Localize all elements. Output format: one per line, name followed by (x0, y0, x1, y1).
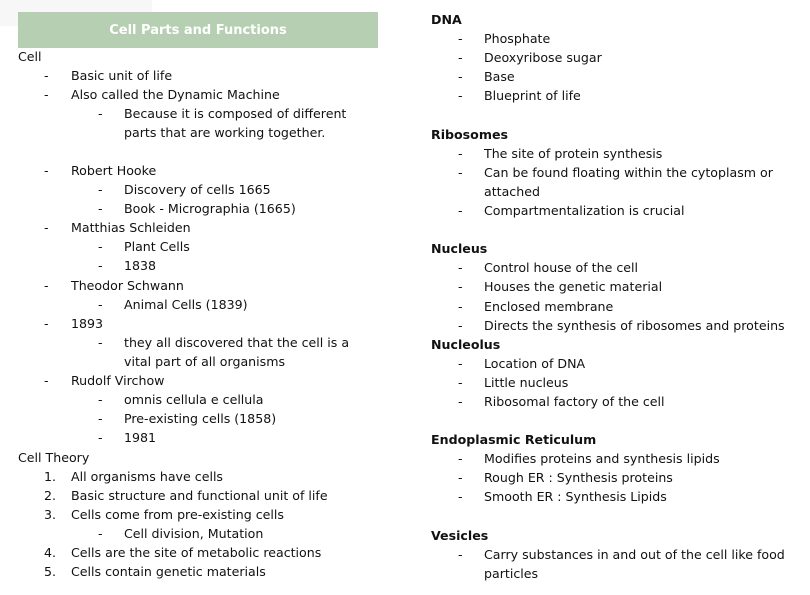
item-text: they all discovered that the cell is a (124, 335, 350, 350)
item-text-continued: vital part of all organisms (124, 354, 286, 369)
list-item-continued: attached (484, 184, 540, 199)
item-text: Plant Cells (124, 239, 190, 254)
item-text: Rudolf Virchow (71, 373, 165, 388)
dash-marker: - (458, 165, 463, 180)
number-marker: 3. (44, 507, 57, 522)
list-item: Rough ER : Synthesis proteins (484, 470, 673, 485)
section-heading-dna: DNA (431, 12, 462, 27)
item-text: Cells contain genetic materials (71, 564, 266, 579)
dash-marker: - (98, 430, 103, 445)
dash-marker: - (458, 547, 463, 562)
item-text: Basic structure and functional unit of life (71, 488, 328, 503)
dash-marker: - (458, 299, 463, 314)
dash-marker: - (458, 489, 463, 504)
list-item: Deoxyribose sugar (484, 50, 602, 65)
list-item: Houses the genetic material (484, 279, 663, 294)
item-text: Matthias Schleiden (71, 220, 191, 235)
dash-marker: - (98, 297, 103, 312)
item-text: 1893 (71, 316, 104, 331)
section-heading-vesicles: Vesicles (431, 528, 489, 543)
dash-marker: - (458, 50, 463, 65)
item-text: Cells come from pre-existing cells (71, 507, 284, 522)
list-item: Can be found floating within the cytoplasm or (484, 165, 773, 180)
dash-marker: - (44, 316, 49, 331)
dash-marker: - (458, 31, 463, 46)
list-item: Blueprint of life (484, 88, 581, 103)
list-item: Compartmentalization is crucial (484, 203, 685, 218)
item-text: Basic unit of life (71, 68, 173, 83)
number-marker: 4. (44, 545, 57, 560)
section-heading-ribosomes: Ribosomes (431, 127, 508, 142)
dash-marker: - (458, 260, 463, 275)
dash-marker: - (98, 106, 103, 121)
item-text-continued: parts that are working together. (124, 125, 326, 140)
item-text: Pre-existing cells (1858) (124, 411, 277, 426)
number-marker: 2. (44, 488, 57, 503)
dash-marker: - (458, 279, 463, 294)
item-text: Cell division, Mutation (124, 526, 264, 541)
dash-marker: - (98, 239, 103, 254)
dash-marker: - (98, 392, 103, 407)
list-item: Modifies proteins and synthesis lipids (484, 451, 720, 466)
item-text: Also called the Dynamic Machine (71, 87, 280, 102)
item-text: Cells are the site of metabolic reactions (71, 545, 322, 560)
dash-marker: - (98, 182, 103, 197)
dash-marker: - (98, 201, 103, 216)
section-heading-nucleolus: Nucleolus (431, 337, 501, 352)
list-item: Enclosed membrane (484, 299, 614, 314)
document-title-banner (18, 12, 378, 48)
dash-marker: - (98, 526, 103, 541)
list-item: The site of protein synthesis (484, 146, 663, 161)
item-text: Discovery of cells 1665 (124, 182, 271, 197)
dash-marker: - (458, 394, 463, 409)
dash-marker: - (458, 88, 463, 103)
item-text: Theodor Schwann (71, 278, 184, 293)
dash-marker: - (458, 318, 463, 333)
item-text: Book - Micrographia (1665) (124, 201, 296, 216)
list-item: Control house of the cell (484, 260, 638, 275)
item-text: All organisms have cells (71, 469, 223, 484)
item-text: 1838 (124, 258, 157, 273)
dash-marker: - (98, 411, 103, 426)
dash-marker: - (458, 356, 463, 371)
list-item: Smooth ER : Synthesis Lipids (484, 489, 667, 504)
dash-marker: - (458, 451, 463, 466)
dash-marker: - (458, 375, 463, 390)
item-text: Because it is composed of different (124, 106, 347, 121)
dash-marker: - (458, 146, 463, 161)
dash-marker: - (458, 470, 463, 485)
item-text: 1981 (124, 430, 157, 445)
dash-marker: - (458, 69, 463, 84)
list-item: Carry substances in and out of the cell like food (484, 547, 785, 562)
list-item: Directs the synthesis of ribosomes and proteins (484, 318, 785, 333)
dash-marker: - (44, 373, 49, 388)
dash-marker: - (98, 258, 103, 273)
dash-marker: - (98, 335, 103, 350)
dash-marker: - (44, 278, 49, 293)
dash-marker: - (44, 68, 49, 83)
item-text: omnis cellula e cellula (124, 392, 264, 407)
list-item: Location of DNA (484, 356, 586, 371)
dash-marker: - (44, 220, 49, 235)
list-item: Phosphate (484, 31, 551, 46)
dash-marker: - (44, 87, 49, 102)
number-marker: 1. (44, 469, 57, 484)
item-text: Animal Cells (1839) (124, 297, 248, 312)
list-item: Ribosomal factory of the cell (484, 394, 665, 409)
section-heading-nucleus: Nucleus (431, 241, 488, 256)
list-item-continued: particles (484, 566, 539, 581)
dash-marker: - (44, 163, 49, 178)
list-item: Little nucleus (484, 375, 569, 390)
dash-marker: - (458, 203, 463, 218)
item-text: Robert Hooke (71, 163, 157, 178)
list-item: Base (484, 69, 515, 84)
number-marker: 5. (44, 564, 57, 579)
section-heading-cell: Cell (18, 49, 42, 64)
document-title: Cell Parts and Functions (109, 22, 287, 38)
section-heading-endoplasmic-reticulum: Endoplasmic Reticulum (431, 432, 597, 447)
section-heading-cell-theory: Cell Theory (18, 450, 90, 465)
